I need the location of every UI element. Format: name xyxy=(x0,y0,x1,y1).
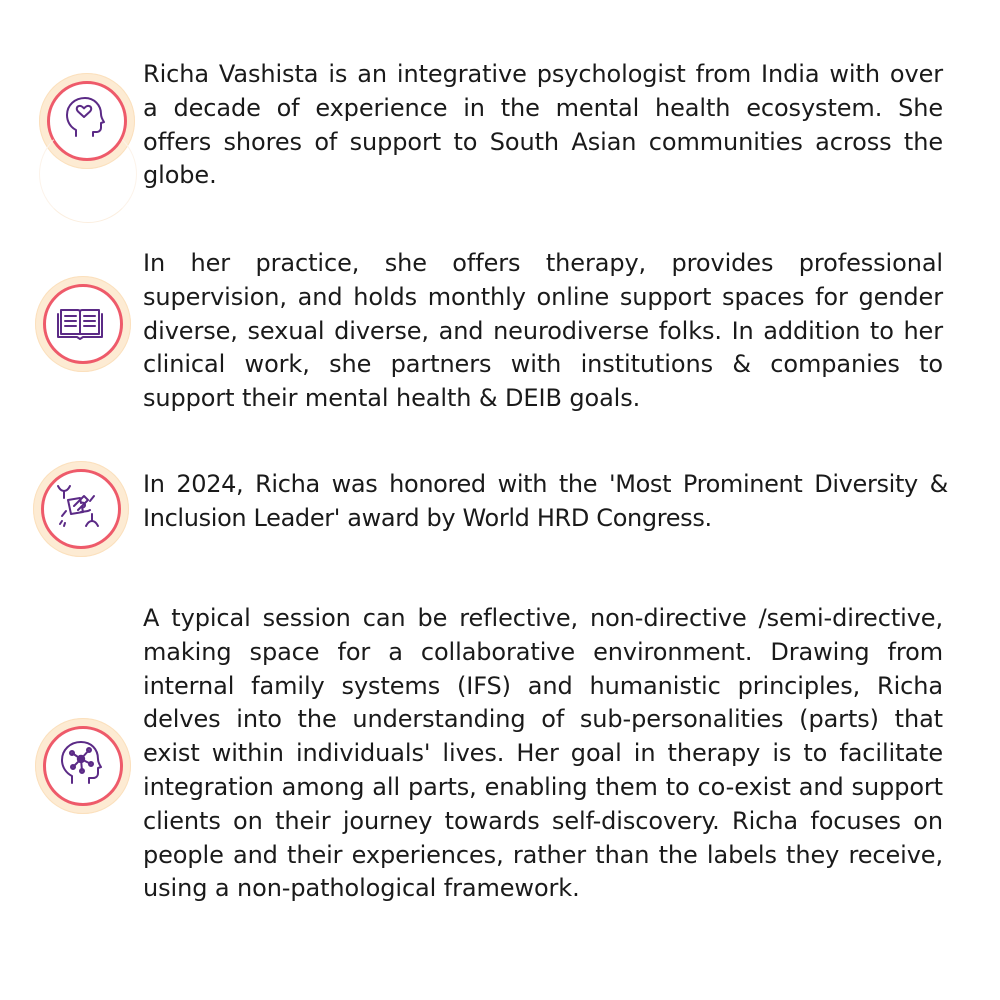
open-book-icon xyxy=(52,293,108,349)
decorative-arc xyxy=(39,125,137,223)
icon-badge xyxy=(35,718,131,814)
session-paragraph: A typical session can be reflective, non-directive /semi-directive, making space for a collaborative environment. Drawing from internal family systems (IFS) and humanistic principles, Richa delves into the understanding of sub-personalities (parts) that exist within individuals' lives. Her goal in therapy is to facilitate integration among all parts, enabling them to co-exist and support clients on their journey towards self-discovery. Richa focuses on people and their experiences, rather than the labels they receive, using a non-pathological framework. xyxy=(143,604,943,903)
icon-badge xyxy=(33,461,129,557)
icon-badge xyxy=(35,276,131,372)
puzzle-hands-icon xyxy=(50,478,106,534)
head-network-icon xyxy=(52,735,108,791)
award-paragraph: In 2024, Richa was honored with the 'Most Prominent Diversity & Inclusion Leader' award by World HRD Congress. xyxy=(143,470,948,532)
practice-paragraph: In her practice, she offers therapy, provides professional supervision, and holds monthly online support spaces for gender diverse, sexual diverse, and neurodiverse folks. In addition to her clinical work, she partners with institutions & companies to support their mental health & DEIB goals. xyxy=(143,249,943,413)
intro-paragraph: Richa Vashista is an integrative psychologist from India with over a decade of experience in the mental health ecosystem. She offers shores of support to South Asian communities across the globe. xyxy=(143,60,943,190)
